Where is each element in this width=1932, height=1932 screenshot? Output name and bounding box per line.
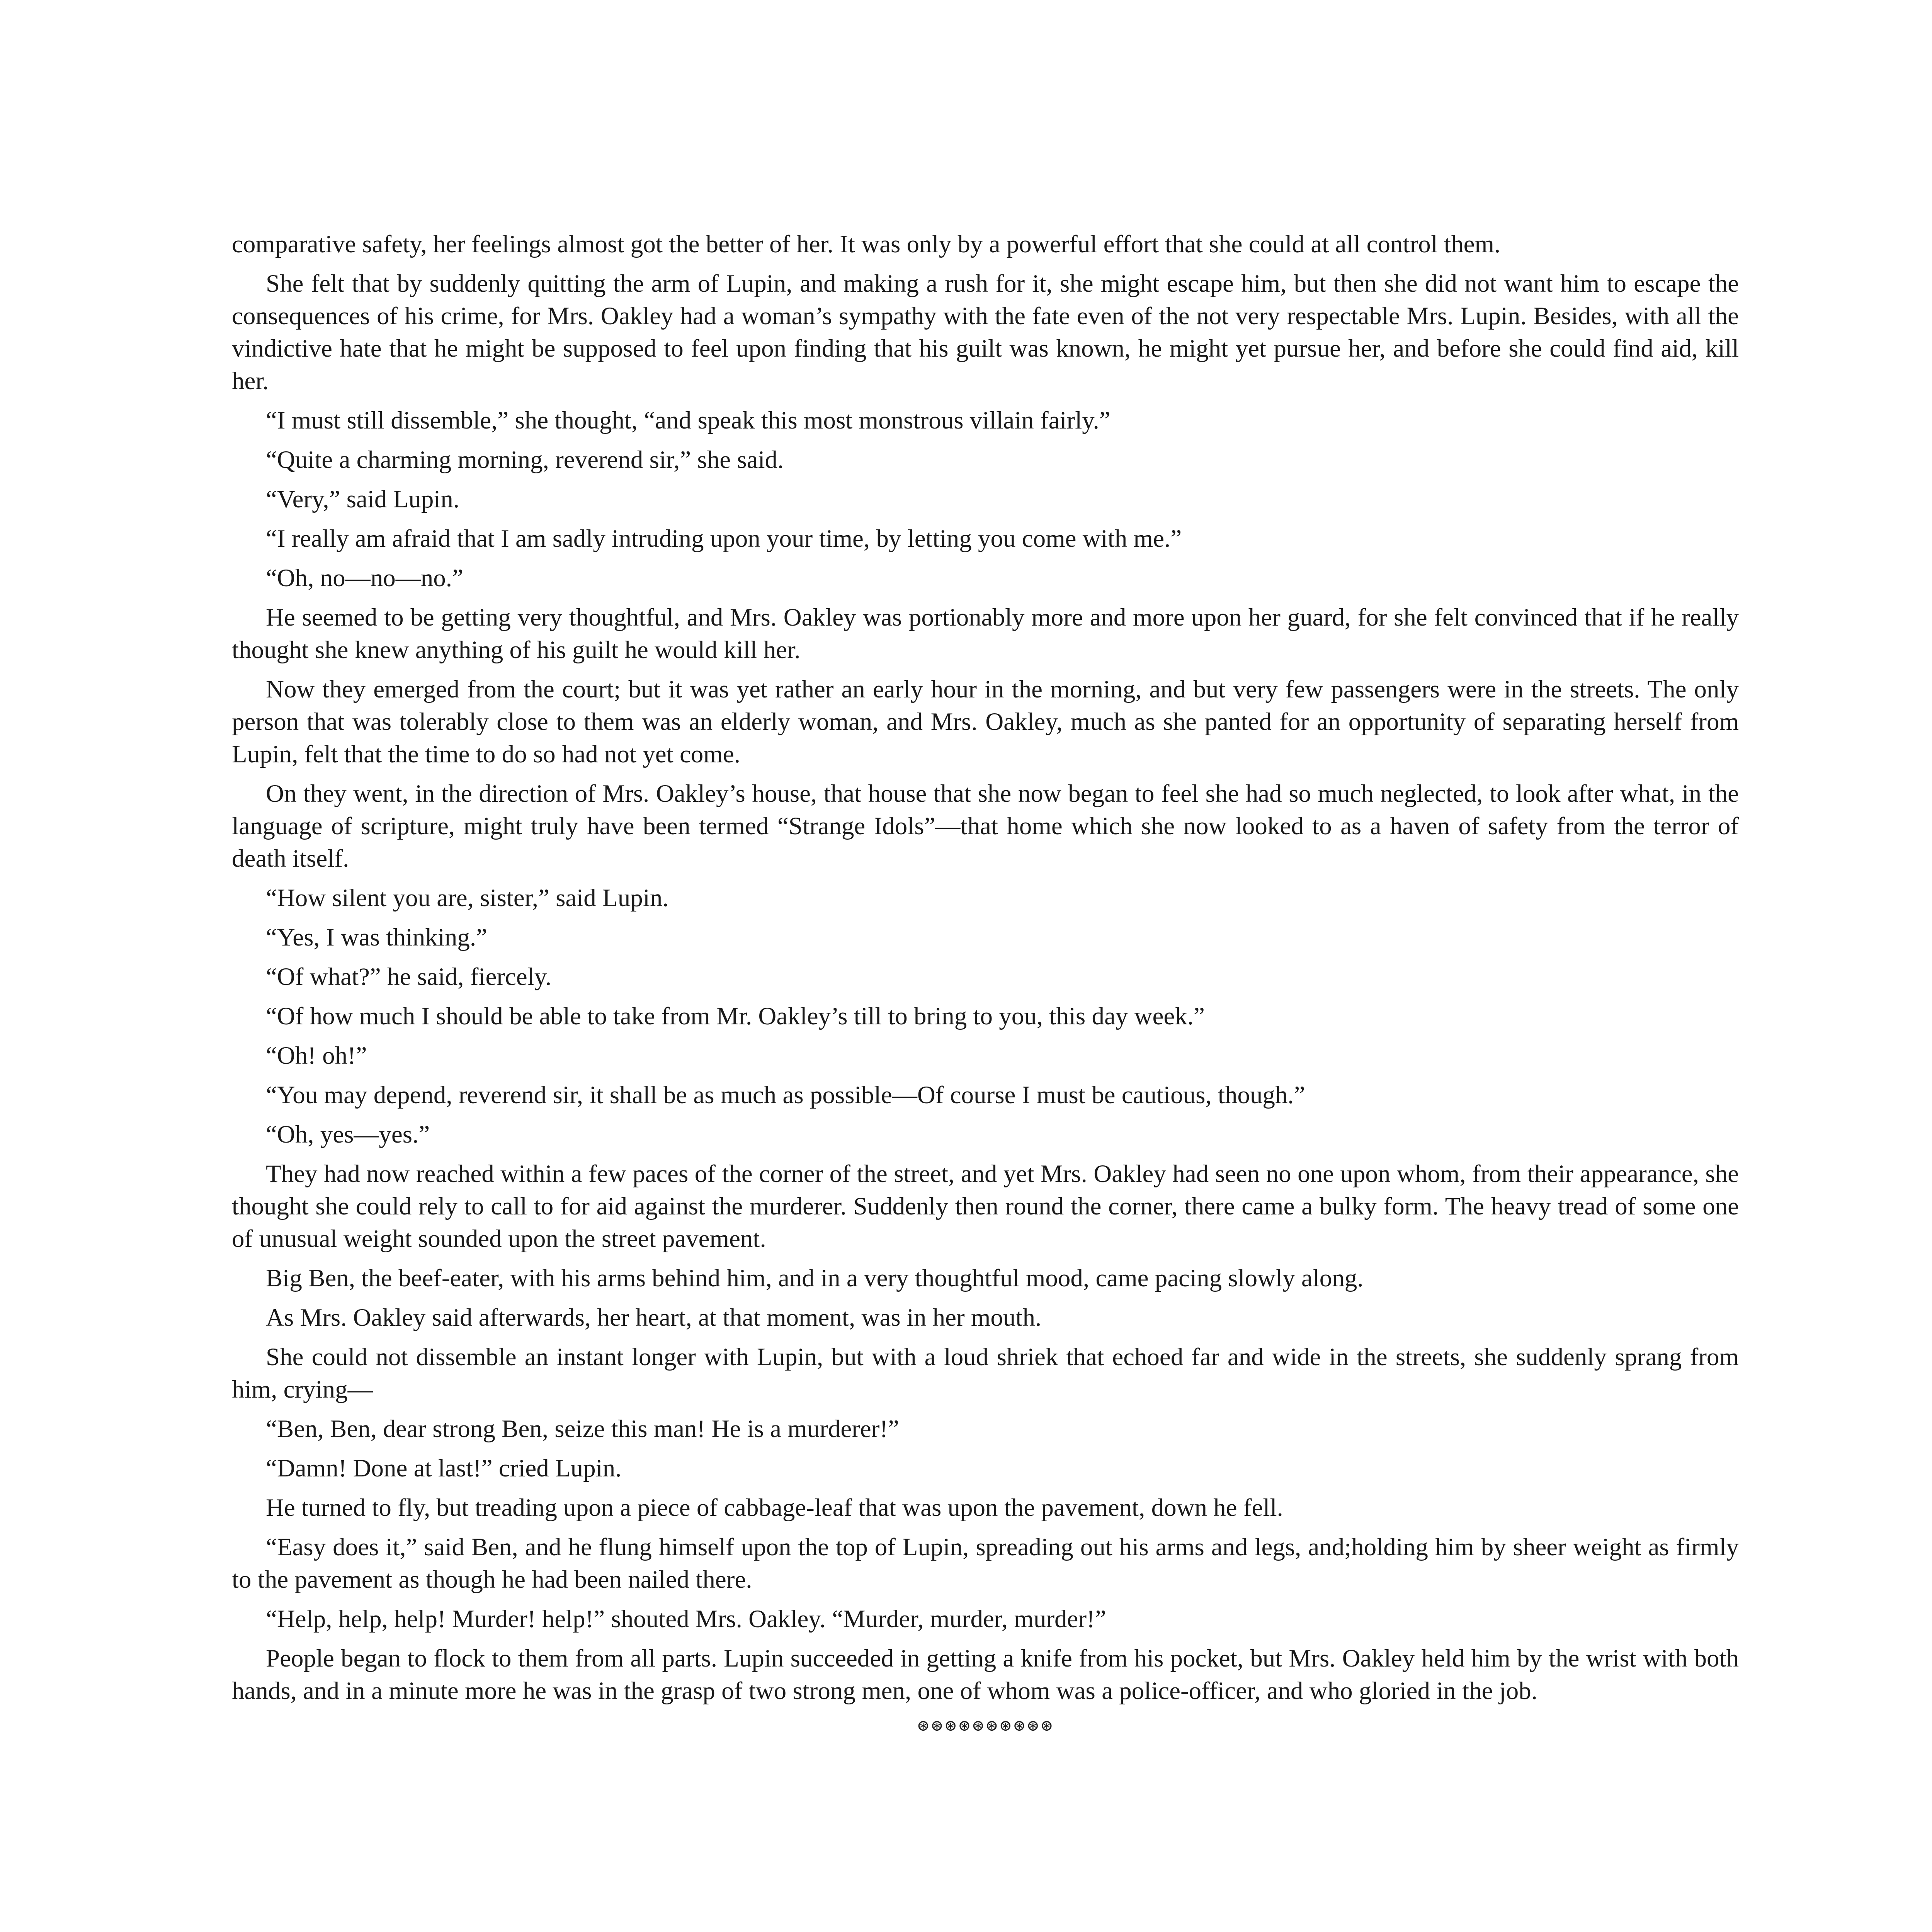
paragraph-17: “Oh, yes—yes.” <box>266 1121 430 1148</box>
paragraph-7: “Oh, no—no—no.” <box>266 564 463 592</box>
page-body <box>232 228 1739 1737</box>
paragraph-3: “I must still dissemble,” she thought, “and speak this most monstrous villain fairly.” <box>266 406 1111 434</box>
paragraph-27: People began to flock to them from all parts. Lupin succeeded in getting a knife from his pocket, but Mrs. Oakley held him by the wrist with both hands, and in a minute more he was in the grasp of two strong men, one of whom was a police-officer, and who gloried in the job. <box>232 1645 1739 1705</box>
paragraph-8: He seemed to be getting very thoughtful, and Mrs. Oakley was portionably more and more upon her guard, for she felt convinced that if he really thought she knew anything of his guilt he would kill her. <box>232 604 1739 664</box>
paragraph-13: “Of what?” he said, fiercely. <box>266 963 552 991</box>
paragraph-4: “Quite a charming morning, reverend sir,” she said. <box>266 446 784 474</box>
paragraph-24: He turned to fly, but treading upon a piece of cabbage-leaf that was upon the pavement, down he fell. <box>266 1494 1283 1522</box>
paragraph-16: “You may depend, reverend sir, it shall be as much as possible—Of course I must be cautious, though.” <box>266 1081 1305 1109</box>
section-break-ornament: ⊛⊛⊛⊛⊛⊛⊛⊛⊛⊛ <box>917 1717 1054 1734</box>
paragraph-23: “Damn! Done at last!” cried Lupin. <box>266 1454 622 1482</box>
paragraph-26: “Help, help, help! Murder! help!” shouted Mrs. Oakley. “Murder, murder, murder!” <box>266 1605 1106 1633</box>
paragraph-10: On they went, in the direction of Mrs. Oakley’s house, that house that she now began to feel she had so much neglected, to look after what, in the language of scripture, might truly have been termed “Strange Idols”—that home which she now looked to as a haven of safety from the terror of death itself. <box>232 780 1739 872</box>
paragraph-18: They had now reached within a few paces of the corner of the street, and yet Mrs. Oakley had seen no one upon whom, from their appearance, she thought she could rely to call to for aid against the murderer. Suddenly then round the corner, there came a bulky form. The heavy tread of some one of unusual weight sounded upon the street pavement. <box>232 1160 1739 1253</box>
paragraph-21: She could not dissemble an instant longer with Lupin, but with a loud shriek that echoed far and wide in the streets, she suddenly sprang from him, crying— <box>232 1343 1739 1403</box>
paragraph-14: “Of how much I should be able to take from Mr. Oakley’s till to bring to you, this day week.” <box>266 1002 1205 1030</box>
paragraph-2: She felt that by suddenly quitting the arm of Lupin, and making a rush for it, she might escape him, but then she did not want him to escape the consequences of his crime, for Mrs. Oakley had a woman’s sympathy with the fate even of the not very respectable Mrs. Lupin. Besides, with all the vindictive hate that he might be supposed to feel upon finding that his guilt was known, he might yet pursue her, and before she could find aid, kill her. <box>232 270 1739 395</box>
paragraph-22: “Ben, Ben, dear strong Ben, seize this man! He is a murderer!” <box>266 1415 899 1443</box>
paragraph-6: “I really am afraid that I am sadly intruding upon your time, by letting you come with me.” <box>266 525 1182 553</box>
paragraph-5: “Very,” said Lupin. <box>266 485 460 513</box>
paragraph-15: “Oh! oh!” <box>266 1042 367 1070</box>
paragraph-11: “How silent you are, sister,” said Lupin. <box>266 884 669 912</box>
paragraph-1: comparative safety, her feelings almost got the better of her. It was only by a powerful effort that she could at all control them. <box>232 230 1501 258</box>
paragraph-25: “Easy does it,” said Ben, and he flung himself upon the top of Lupin, spreading out his arms and legs, and;holding him by sheer weight as firmly to the pavement as though he had been nailed there. <box>232 1533 1739 1594</box>
paragraph-9: Now they emerged from the court; but it was yet rather an early hour in the morning, and but very few passengers were in the streets. The only person that was tolerably close to them was an elderly woman, and Mrs. Oakley, much as she panted for an opportunity of separating herself from Lupin, felt that the time to do so had not yet come. <box>232 675 1739 768</box>
paragraph-20: As Mrs. Oakley said afterwards, her heart, at that moment, was in her mouth. <box>266 1304 1042 1332</box>
paragraph-12: “Yes, I was thinking.” <box>266 923 487 951</box>
paragraph-19: Big Ben, the beef-eater, with his arms behind him, and in a very thoughtful mood, came pacing slowly along. <box>266 1264 1364 1292</box>
